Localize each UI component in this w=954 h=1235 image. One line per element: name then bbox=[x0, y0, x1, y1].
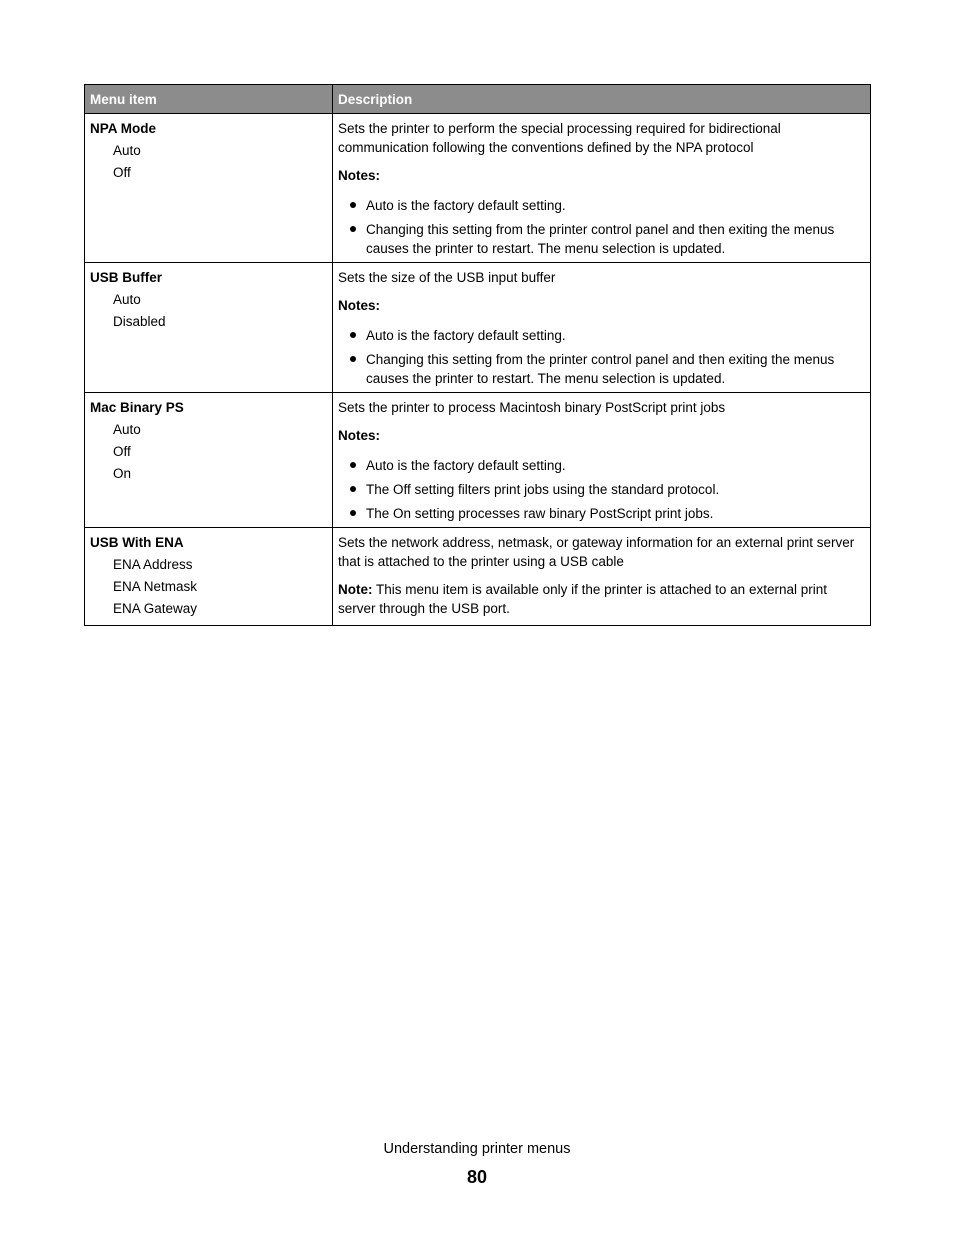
notes-list bbox=[338, 326, 865, 388]
note-item: Auto is the factory default setting. bbox=[338, 196, 865, 215]
menu-option: Auto bbox=[113, 143, 141, 158]
description-cell bbox=[333, 393, 871, 528]
menu-option: ENA Address bbox=[113, 557, 193, 572]
menu-option: Off bbox=[113, 444, 131, 459]
description-text: Sets the printer to perform the special processing required for bidirectional communication following the conventions defined by the NPA protocol bbox=[338, 121, 781, 155]
table-row bbox=[85, 528, 871, 626]
menu-item-cell bbox=[85, 114, 333, 263]
notes-label: Notes: bbox=[338, 168, 381, 183]
page-number: 80 bbox=[466, 1167, 488, 1187]
notes-list bbox=[338, 196, 865, 258]
menu-option: ENA Gateway bbox=[113, 601, 198, 616]
note-label: Note: bbox=[338, 582, 373, 597]
menu-option: On bbox=[113, 466, 132, 481]
menu-item-name: USB With ENA bbox=[90, 535, 184, 550]
table-row bbox=[85, 114, 871, 263]
menu-option: Disabled bbox=[113, 314, 166, 329]
footer-section-title: Understanding printer menus bbox=[383, 1141, 571, 1157]
menu-item-name: Mac Binary PS bbox=[90, 400, 184, 415]
notes-label: Notes: bbox=[338, 298, 381, 313]
note-paragraph bbox=[338, 580, 865, 618]
description-cell bbox=[333, 528, 871, 626]
menu-option: ENA Netmask bbox=[113, 579, 198, 594]
note-item: The On setting processes raw binary PostScript print jobs. bbox=[338, 504, 865, 523]
menu-option: Auto bbox=[113, 292, 141, 307]
menu-item-cell bbox=[85, 263, 333, 393]
notes-list bbox=[338, 456, 865, 523]
menu-item-name: USB Buffer bbox=[90, 270, 163, 285]
menu-item-cell bbox=[85, 528, 333, 626]
table-row bbox=[85, 263, 871, 393]
description-text: Sets the network address, netmask, or gateway information for an external print server that is attached to the printer using a USB cable bbox=[338, 535, 855, 569]
menu-item-cell bbox=[85, 393, 333, 528]
note-item: Changing this setting from the printer control panel and then exiting the menus causes the printer to restart. The menu selection is updated. bbox=[338, 220, 865, 258]
description-cell bbox=[333, 114, 871, 263]
column-header-description: Description bbox=[333, 85, 871, 114]
note-item: Auto is the factory default setting. bbox=[338, 456, 865, 475]
notes-label: Notes: bbox=[338, 428, 381, 443]
note-item: The Off setting filters print jobs using the standard protocol. bbox=[338, 480, 865, 499]
note-text: This menu item is available only if the printer is attached to an external print server through the USB port. bbox=[338, 582, 827, 616]
table-header-row bbox=[85, 85, 871, 114]
description-text: Sets the size of the USB input buffer bbox=[338, 270, 556, 285]
menu-option: Auto bbox=[113, 422, 141, 437]
note-item: Auto is the factory default setting. bbox=[338, 326, 865, 345]
menu-item-name: NPA Mode bbox=[90, 121, 156, 136]
note-item: Changing this setting from the printer control panel and then exiting the menus causes the printer to restart. The menu selection is updated. bbox=[338, 350, 865, 388]
table-row bbox=[85, 393, 871, 528]
menu-option: Off bbox=[113, 165, 131, 180]
column-header-menu-item: Menu item bbox=[85, 85, 333, 114]
printer-menu-table bbox=[84, 84, 871, 626]
description-text: Sets the printer to process Macintosh binary PostScript print jobs bbox=[338, 400, 726, 415]
description-cell bbox=[333, 263, 871, 393]
